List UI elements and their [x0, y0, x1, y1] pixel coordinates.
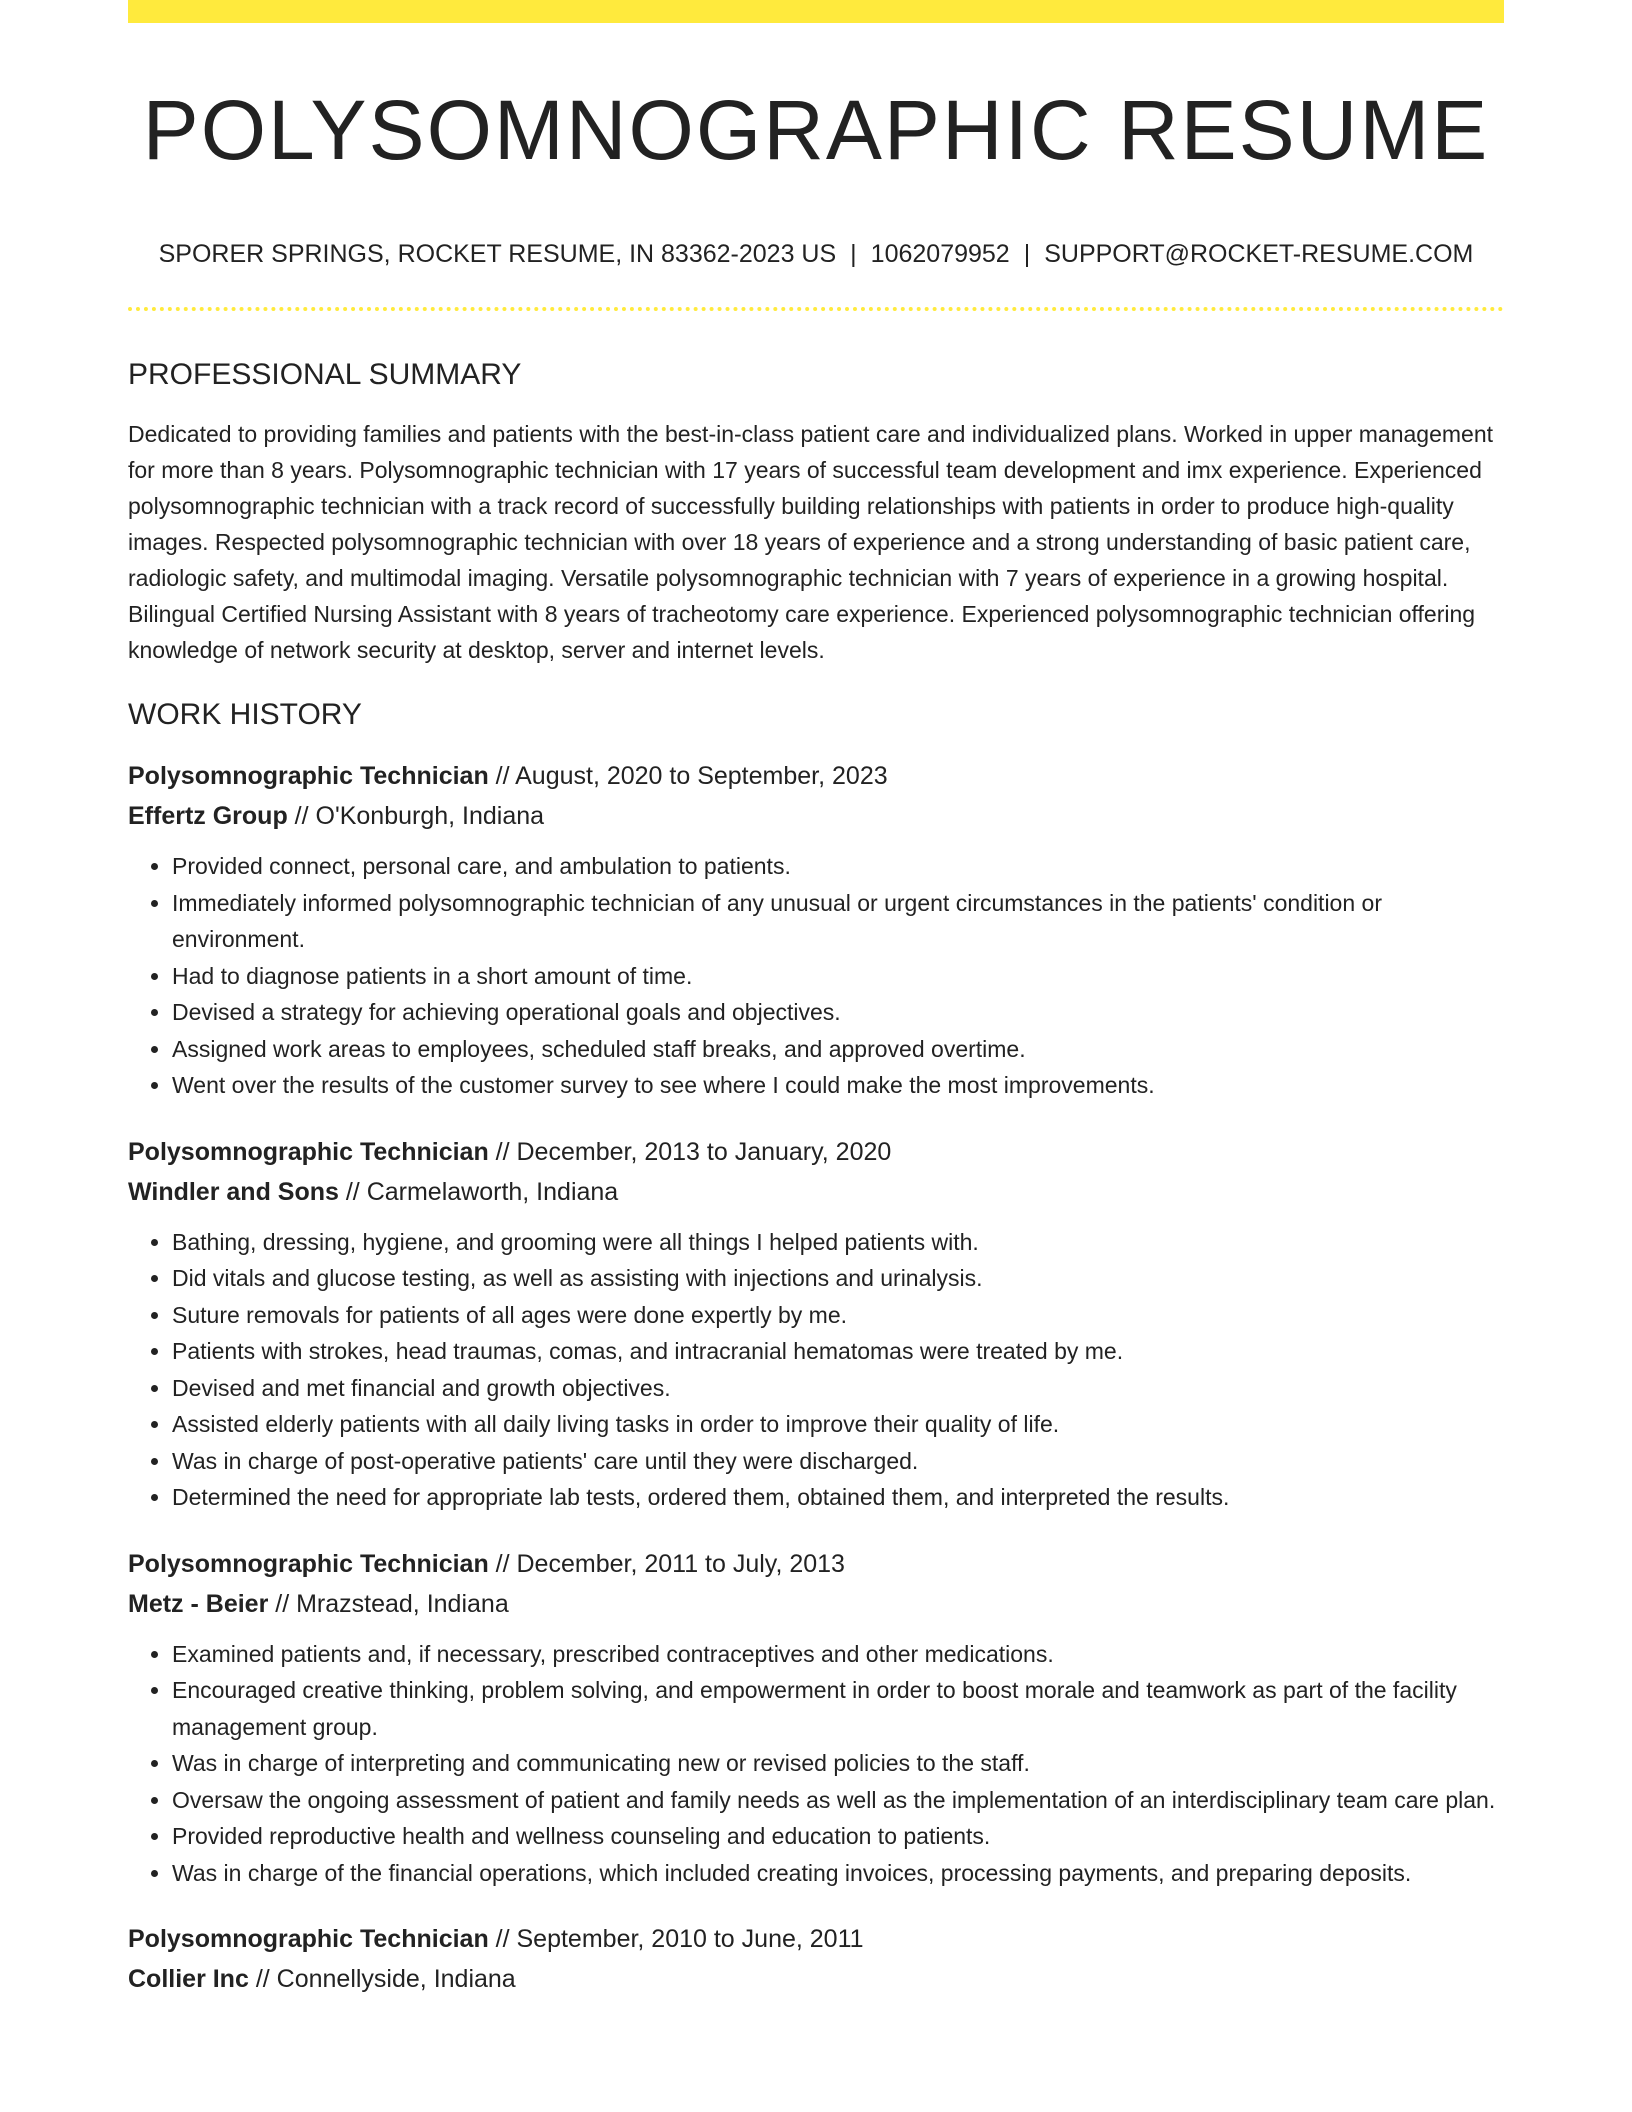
job-role: Polysomnographic Technician: [128, 1549, 489, 1578]
resume-content: [128, 352, 1504, 2027]
job-duties: [128, 1636, 1504, 1892]
job-location: // O'Konburgh, Indiana: [287, 802, 545, 830]
job-company: Metz - Beier: [128, 1589, 269, 1618]
contact-separator: |: [1023, 240, 1031, 268]
contact-address: SPORER SPRINGS, ROCKET RESUME, IN 83362-2023 US: [158, 240, 837, 268]
job-duty: • Determined the need for appropriate lab tests, ordered them, obtained them, and interpreted the results.: [172, 1479, 1504, 1516]
job-company: Effertz Group: [128, 802, 288, 830]
job-duty: • Suture removals for patients of all ages were done expertly by me.: [172, 1297, 1504, 1334]
job-duties: [128, 848, 1504, 1104]
job-location: // Mrazstead, Indiana: [268, 1589, 509, 1618]
job-dates: // September, 2010 to June, 2011: [488, 1925, 864, 1953]
job-company: Windler and Sons: [128, 1177, 339, 1206]
job-duty: • Encouraged creative thinking, problem solving, and empowerment in order to boost morale and teamwork as part of the facility management group.: [172, 1672, 1504, 1745]
job-duty: • Immediately informed polysomnographic technician of any unusual or urgent circumstances in the patients' condition or environment.: [172, 885, 1504, 958]
job-role-line: [128, 1132, 1504, 1172]
job-dates: // December, 2011 to July, 2013: [488, 1549, 845, 1578]
job-duty: • Assisted elderly patients with all daily living tasks in order to improve their quality of life.: [172, 1406, 1504, 1443]
job-duty: • Was in charge of post-operative patients' care until they were discharged.: [172, 1443, 1504, 1480]
resume-title: POLYSOMNOGRAPHIC RESUME: [142, 83, 1490, 177]
job-role: Polysomnographic Technician: [128, 1925, 489, 1953]
job-duty: • Provided connect, personal care, and ambulation to patients.: [172, 848, 1504, 885]
job-company-line: [128, 796, 1504, 836]
job-location: // Carmelaworth, Indiana: [338, 1177, 619, 1206]
job-duties: [128, 1224, 1504, 1516]
resume-page: [128, 0, 1504, 2112]
job-company-line: [128, 1172, 1504, 1212]
job-duty: • Oversaw the ongoing assessment of patient and family needs as well as the implementation of an interdisciplinary team care plan.: [172, 1782, 1504, 1819]
job-duty: • Devised a strategy for achieving operational goals and objectives.: [172, 994, 1504, 1031]
job-duty: • Devised and met financial and growth objectives.: [172, 1370, 1504, 1407]
summary-heading: PROFESSIONAL SUMMARY: [128, 358, 522, 391]
job-location: // Connellyside, Indiana: [248, 1965, 516, 1993]
job-entry: [128, 1544, 1504, 1892]
job-role-line: [128, 1919, 1504, 1959]
dotted-divider: [128, 307, 1504, 311]
job-duty: • Went over the results of the customer survey to see where I could make the most improvements.: [172, 1067, 1504, 1104]
job-duty: • Bathing, dressing, hygiene, and grooming were all things I helped patients with.: [172, 1224, 1504, 1261]
accent-top-bar: [128, 0, 1504, 23]
job-company-line: [128, 1584, 1504, 1624]
summary-text: Dedicated to providing families and patients with the best-in-class patient care and individualized plans. Worked in upper management for more than 8 years. Polysomnographic technician with 17 years of successful team development and imx experience. Experienced polysomnographic technician with a track record of successfully building relationships with patients in order to produce high-quality images. Respected polysomnographic technician with over 18 years of experience and a strong understanding of basic patient care, radiologic safety, and multimodal imaging. Versatile polysomnographic technician with 7 years of experience in a growing hospital. Bilingual Certified Nursing Assistant with 8 years of tracheotomy care experience. Experienced polysomnographic technician offering knowledge of network security at desktop, server and internet levels.: [128, 421, 1494, 663]
job-duty: • Did vitals and glucose testing, as well as assisting with injections and urinalysis.: [172, 1260, 1504, 1297]
job-entry: [128, 756, 1504, 1104]
job-entry: [128, 1919, 1504, 1999]
job-company: Collier Inc: [128, 1965, 249, 1993]
job-duty: • Had to diagnose patients in a short amount of time.: [172, 958, 1504, 995]
job-duty: • Patients with strokes, head traumas, comas, and intracranial hematomas were treated by me.: [172, 1333, 1504, 1370]
job-dates: // December, 2013 to January, 2020: [488, 1137, 892, 1166]
contact-email: SUPPORT@ROCKET-RESUME.COM: [1044, 240, 1474, 268]
job-role-line: [128, 1544, 1504, 1584]
contact-phone: 1062079952: [870, 240, 1010, 268]
contact-separator: |: [850, 240, 857, 268]
job-role-line: [128, 756, 1504, 796]
job-role: Polysomnographic Technician: [128, 762, 489, 790]
job-dates: // August, 2020 to September, 2023: [488, 762, 888, 790]
job-entry: [128, 1132, 1504, 1516]
job-duty: • Was in charge of interpreting and communicating new or revised policies to the staff.: [172, 1745, 1504, 1782]
job-duty: • Examined patients and, if necessary, prescribed contraceptives and other medications.: [172, 1636, 1504, 1673]
job-duty: • Provided reproductive health and wellness counseling and education to patients.: [172, 1818, 1504, 1855]
job-company-line: [128, 1959, 1504, 1999]
job-role: Polysomnographic Technician: [128, 1137, 489, 1166]
job-duty: • Assigned work areas to employees, scheduled staff breaks, and approved overtime.: [172, 1031, 1504, 1068]
contact-line: [128, 236, 1504, 272]
job-duty: • Was in charge of the financial operations, which included creating invoices, processing payments, and preparing deposits.: [172, 1855, 1504, 1892]
work-history-heading: WORK HISTORY: [128, 698, 362, 731]
